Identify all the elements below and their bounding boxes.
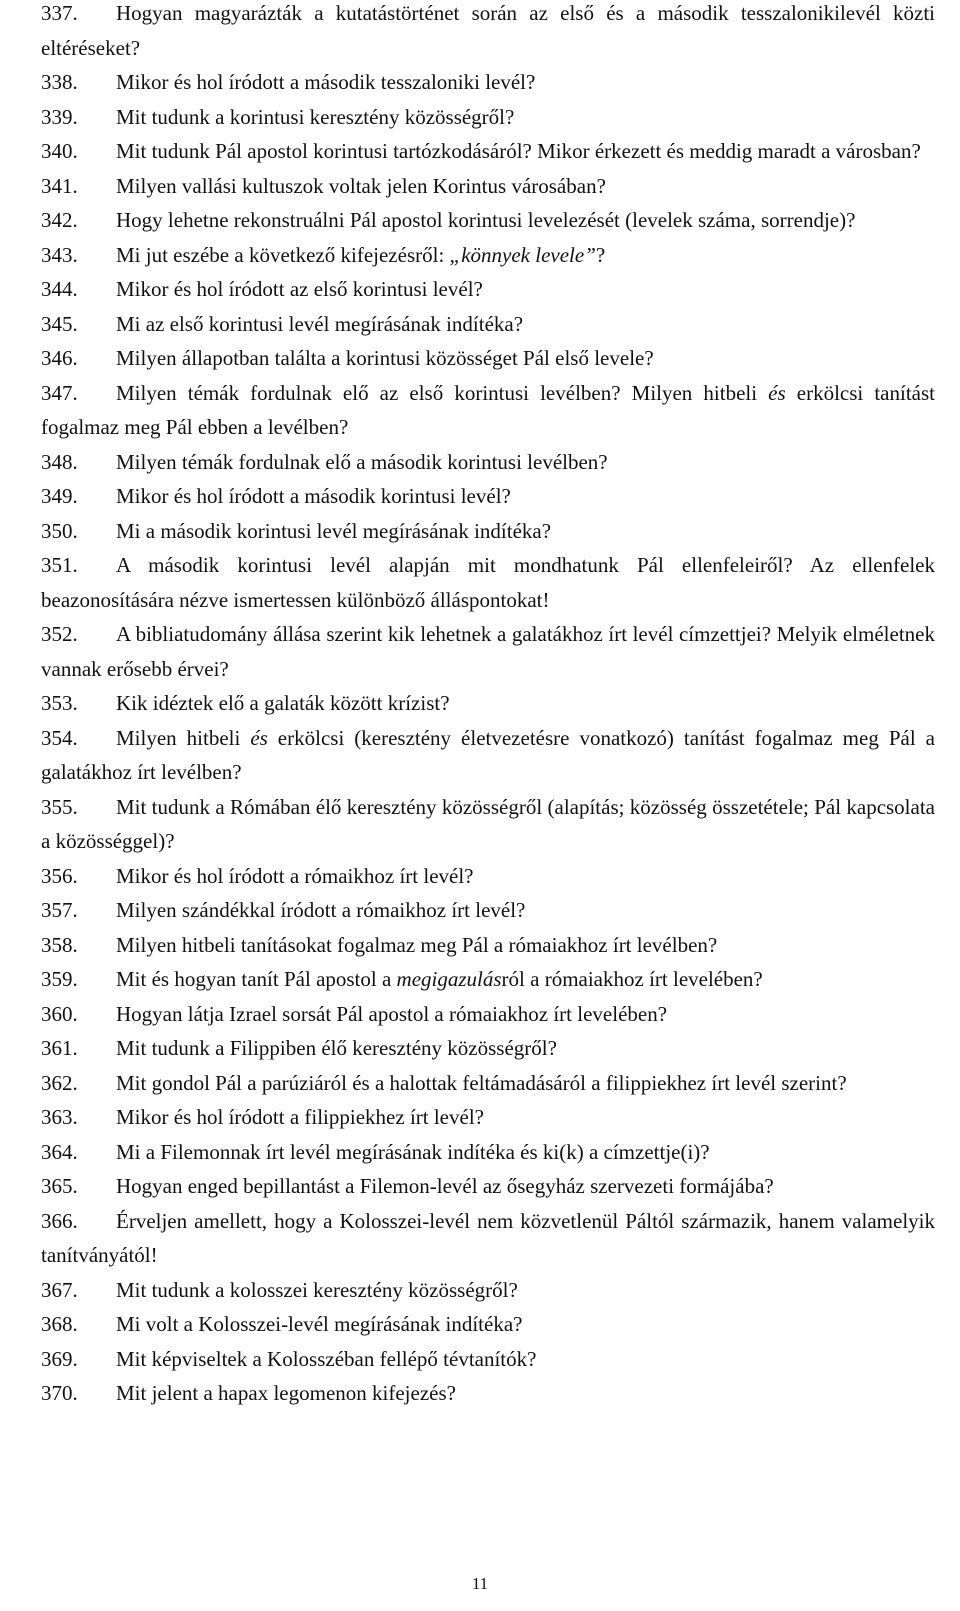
question-text: Mikor és hol íródott a filippiekhez írt levél? [116, 1105, 484, 1129]
question-text: Érveljen amellett, hogy a Kolosszei-levél nem közvetlenül Páltól származik, hanem valamelyik tanítványától! [41, 1208, 935, 1267]
question-item [41, 997, 935, 1032]
question-item [41, 1135, 935, 1170]
question-text: Mi a Filemonnak írt levél megírásának indítéka és ki(k) a címzettje(i)? [116, 1139, 710, 1164]
question-item [41, 514, 935, 549]
question-item [41, 1342, 935, 1377]
question-text: ról a rómaiakhoz írt levelében? [501, 967, 763, 991]
question-number: 343. [41, 242, 78, 267]
question-item [41, 479, 935, 514]
question-number: 351. [41, 553, 78, 577]
question-number: 347. [41, 380, 78, 405]
question-number: 344. [41, 277, 78, 301]
question-text: Hogyan magyarázták a kutatástörténet során az első és a második tesszalonikilevél közti eltéréseket? [41, 1, 935, 60]
question-item [41, 1100, 935, 1135]
question-item [41, 790, 935, 859]
question-text: Mikor és hol íródott a második tesszaloniki levél? [116, 70, 536, 94]
question-number: 365. [41, 1174, 78, 1198]
question-item [41, 307, 935, 342]
question-item [41, 272, 935, 307]
question-text: Mit és hogyan tanít Pál apostol a [116, 967, 397, 991]
page-number: 11 [471, 1574, 489, 1593]
question-number: 368. [41, 1312, 78, 1336]
question-item [41, 100, 935, 135]
question-number: 369. [41, 1346, 78, 1371]
question-text: Mit tudunk a Rómában élő keresztény közösségről (alapítás; közösség összetétele; Pál kapcsolata a közösséggel)? [41, 794, 935, 853]
question-text: erkölcsi (keresztény életvezetésre vonatkozó) tanítást fogalmaz meg Pál a galatákhoz írt levélben? [41, 725, 935, 784]
question-text-italic: megigazulás [396, 967, 502, 991]
question-item [41, 0, 935, 65]
question-item [41, 617, 935, 686]
question-text: Mi jut eszébe a következő kifejezésről: [116, 242, 450, 267]
question-item [41, 962, 935, 997]
question-text: A bibliatudomány állása szerint kik lehetnek a galatákhoz írt levél címzettjei? Melyik elméletnek vannak erősebb érvei? [41, 622, 935, 681]
question-item [41, 1273, 935, 1308]
question-text: Mi az első korintusi levél megírásának indítéka? [116, 311, 524, 336]
question-number: 361. [41, 1036, 78, 1060]
question-text: A második korintusi levél alapján mit mondhatunk Pál ellenfeleiről? Az ellenfelek beazonosítására nézve ismertessen különböző álláspontokat! [41, 553, 935, 612]
question-item [41, 169, 935, 204]
question-number: 340. [41, 139, 78, 163]
question-text: Hogy lehetne rekonstruálni Pál apostol korintusi levelezését (levelek száma, sorrendje)? [116, 208, 856, 232]
question-number: 338. [41, 70, 78, 94]
question-text: Milyen témák fordulnak elő az első korintusi levélben? Milyen hitbeli [116, 380, 769, 405]
question-item [41, 1307, 935, 1342]
question-text: Milyen témák fordulnak elő a második korintusi levélben? [116, 449, 608, 474]
question-text: Milyen állapotban találta a korintusi közösséget Pál első levele? [116, 346, 654, 370]
question-text: Milyen hitbeli tanításokat fogalmaz meg Pál a rómaiakhoz írt levélben? [116, 932, 718, 957]
question-list [41, 0, 935, 1411]
question-item [41, 238, 935, 273]
question-item [41, 1204, 935, 1273]
question-text: Hogyan enged bepillantást a Filemon-levél az ősegyház szervezeti formájába? [116, 1174, 774, 1198]
question-number: 342. [41, 208, 78, 232]
question-text: Mit gondol Pál a parúziáról és a halottak feltámadásáról a filippiekhez írt levél szerint? [116, 1070, 847, 1095]
question-text: Milyen szándékkal íródott a rómaikhoz írt levél? [116, 898, 526, 922]
question-number: 363. [41, 1105, 78, 1129]
question-text: Mikor és hol íródott az első korintusi levél? [116, 277, 483, 301]
question-number: 358. [41, 932, 78, 957]
question-number: 355. [41, 794, 78, 819]
question-item [41, 859, 935, 894]
question-item [41, 134, 935, 169]
question-item [41, 203, 935, 238]
question-number: 364. [41, 1139, 78, 1164]
question-item [41, 928, 935, 963]
question-text: Hogyan látja Izrael sorsát Pál apostol a rómaiakhoz írt levelében? [116, 1001, 668, 1026]
question-number: 349. [41, 484, 78, 508]
question-item [41, 1066, 935, 1101]
question-item [41, 721, 935, 790]
question-text: Mit tudunk a kolosszei keresztény közösségről? [116, 1277, 518, 1302]
question-number: 350. [41, 518, 78, 543]
question-number: 360. [41, 1001, 78, 1026]
question-text: Mikor és hol íródott a rómaikhoz írt levél? [116, 863, 474, 888]
question-number: 366. [41, 1208, 78, 1233]
question-number: 370. [41, 1381, 78, 1405]
question-text-italic: és [768, 380, 786, 405]
question-item [41, 445, 935, 480]
question-text-italic: és [250, 725, 268, 750]
question-item [41, 893, 935, 928]
question-text: Mit képviseltek a Kolosszéban fellépő tévtanítók? [116, 1346, 537, 1371]
question-item [41, 548, 935, 617]
question-text: Mit tudunk Pál apostol korintusi tartózkodásáról? Mikor érkezett és meddig maradt a városban? [116, 139, 921, 163]
question-number: 356. [41, 863, 78, 888]
question-number: 353. [41, 691, 78, 715]
question-item [41, 1031, 935, 1066]
question-text: Kik idéztek elő a galaták között krízist? [116, 691, 450, 715]
question-number: 337. [41, 1, 78, 25]
question-number: 362. [41, 1070, 78, 1095]
question-text: Mit tudunk a Filippiben élő keresztény közösségről? [116, 1036, 557, 1060]
question-item [41, 1376, 935, 1411]
question-item [41, 1169, 935, 1204]
question-text: Mi a második korintusi levél megírásának indítéka? [116, 518, 552, 543]
question-item [41, 376, 935, 445]
question-number: 341. [41, 173, 78, 198]
question-number: 339. [41, 104, 78, 129]
question-number: 352. [41, 622, 78, 646]
question-number: 367. [41, 1277, 78, 1302]
question-text: Milyen hitbeli [116, 725, 251, 750]
question-number: 345. [41, 311, 78, 336]
question-text: Mikor és hol íródott a második korintusi levél? [116, 484, 511, 508]
question-item [41, 686, 935, 721]
question-number: 359. [41, 967, 78, 991]
question-number: 357. [41, 898, 78, 922]
question-text: Milyen vallási kultuszok voltak jelen Korintus városában? [116, 173, 606, 198]
question-number: 354. [41, 725, 78, 750]
question-text: erkölcsi tanítást fogalmaz meg Pál ebben a levélben? [41, 380, 935, 439]
question-item [41, 341, 935, 376]
question-number: 346. [41, 346, 78, 370]
question-number: 348. [41, 449, 78, 474]
question-item [41, 65, 935, 100]
question-text: Mit jelent a hapax legomenon kifejezés? [116, 1381, 456, 1405]
question-text: ? [595, 242, 606, 267]
question-text: Mi volt a Kolosszei-levél megírásának indítéka? [116, 1312, 523, 1336]
question-text: Mit tudunk a korintusi keresztény közösségről? [116, 104, 515, 129]
question-text-italic: „könnyek levele” [449, 242, 596, 267]
